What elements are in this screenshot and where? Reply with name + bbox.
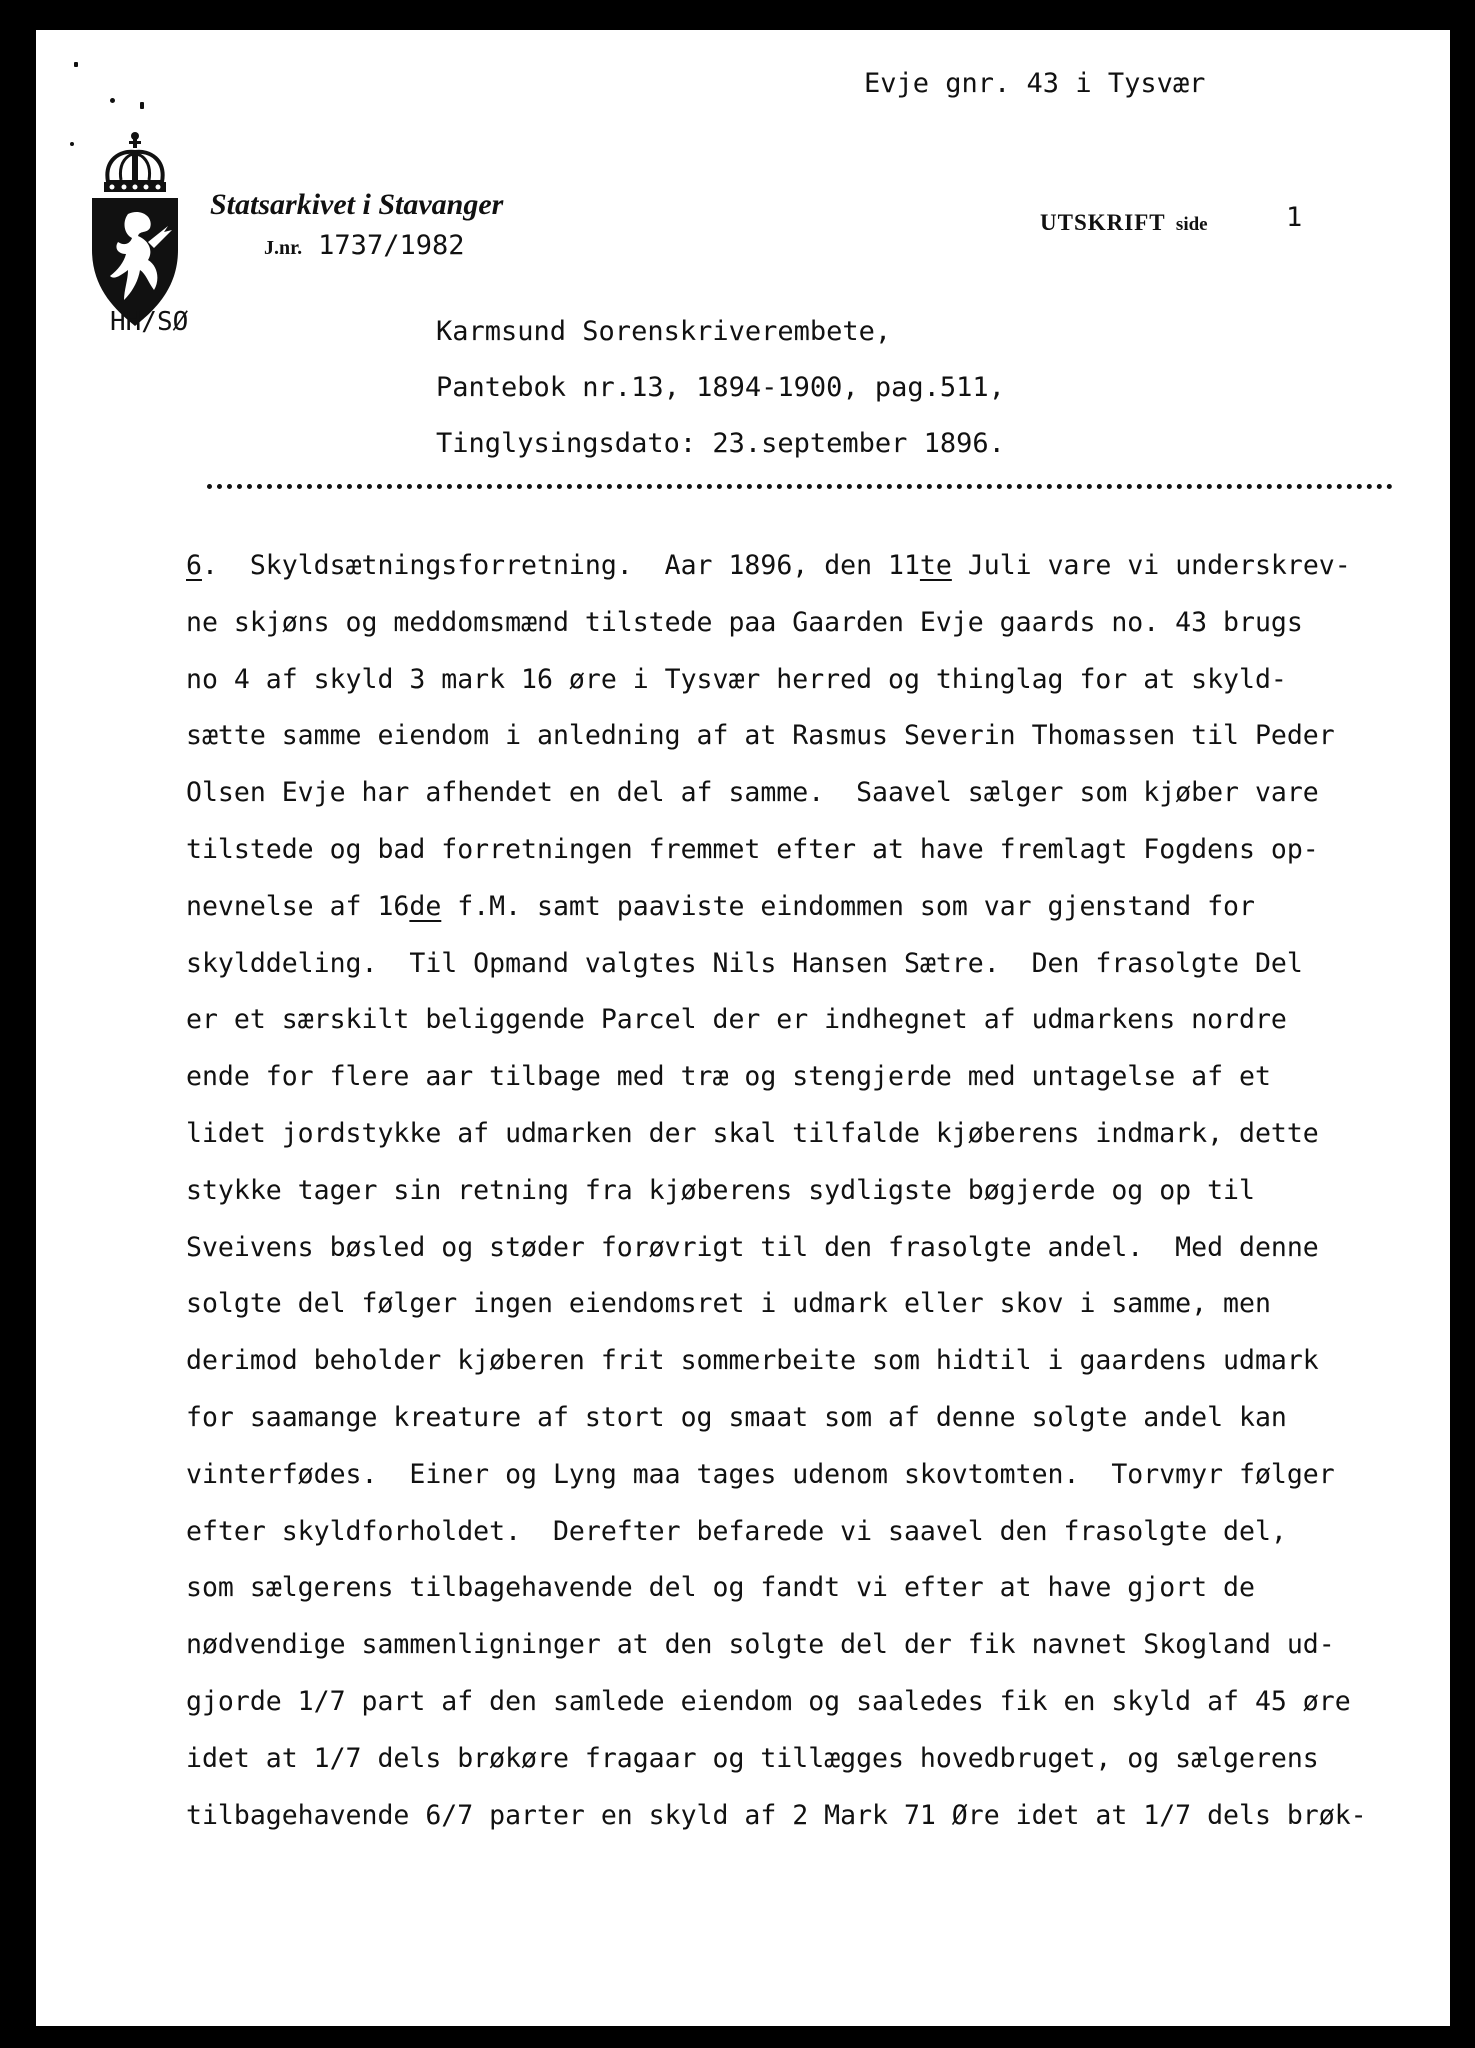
body-line: ende for flere aar tilbage med træ og stengjerde med untagelse af et — [186, 1061, 1271, 1093]
body-line: no 4 af skyld 3 mark 16 øre i Tysvær herred og thinglag for at skyld- — [186, 663, 1287, 695]
journal-number — [264, 230, 464, 261]
scan-speck — [70, 142, 74, 146]
body-line: Olsen Evje har afhendet en del af samme. Saavel sælger som kjøber vare — [186, 777, 1319, 809]
body-line: nødvendige sammenligninger at den solgte del der fik navnet Skogland ud- — [186, 1629, 1335, 1661]
body-line: idet at 1/7 dels brøkøre fragaar og tillægges hovedbruget, og sælgerens — [186, 1742, 1319, 1774]
document-page — [36, 30, 1450, 2026]
body-line: som sælgerens tilbagehavende del og fandt vi efter at have gjort de — [186, 1572, 1255, 1604]
transcript-label — [1040, 210, 1208, 236]
item-number: 6 — [186, 550, 202, 581]
scan-speck — [140, 102, 144, 109]
body-line: gjorde 1/7 part af den samlede eiendom og saaledes fik en skyld af 45 øre — [186, 1685, 1351, 1717]
archive-name: Statsarkivet i Stavanger — [210, 188, 504, 221]
body-line: solgte del følger ingen eiendomsret i udmark eller skov i samme, men — [186, 1288, 1271, 1320]
scan-speck — [110, 98, 115, 103]
coat-of-arms-icon — [88, 130, 182, 330]
property-reference: Evje gnr. 43 i Tysvær — [864, 68, 1206, 99]
page-number: 1 — [1286, 202, 1303, 233]
body-line: for saamange kreature af stort og smaat som af denne solgte andel kan — [186, 1401, 1287, 1433]
source-office: Karmsund Sorenskriverembete, — [436, 316, 892, 347]
body-line: efter skyldforholdet. Derefter befarede vi saavel den frasolgte del, — [186, 1515, 1287, 1547]
body-line: skylddeling. Til Opmand valgtes Nils Hansen Sætre. Den frasolgte Del — [186, 947, 1303, 979]
body-line: ne skjøns og meddomsmænd tilstede paa Gaarden Evje gaards no. 43 brugs — [186, 606, 1303, 638]
body-line: Sveivens bøsled og støder forøvrigt til den frasolgte andel. Med denne — [186, 1231, 1319, 1263]
body-line: vinterfødes. Einer og Lyng maa tages udenom skovtomten. Torvmyr følger — [186, 1458, 1335, 1490]
transcript-title: UTSKRIFT — [1040, 210, 1166, 235]
author-initials: HH/SØ — [110, 307, 189, 337]
body-line: sætte samme eiendom i anledning af at Rasmus Severin Thomassen til Peder — [186, 720, 1335, 752]
body-line: er et særskilt beliggende Parcel der er indhegnet af udmarkens nordre — [186, 1004, 1287, 1036]
body-line: tilbagehavende 6/7 parter en skyld af 2 Mark 71 Øre idet at 1/7 dels brøk- — [186, 1799, 1367, 1831]
journal-number-label: J.nr. — [264, 237, 303, 259]
source-header — [436, 304, 1005, 472]
journal-number-value: 1737/1982 — [318, 230, 465, 261]
side-label: side — [1175, 214, 1208, 235]
document-body — [186, 538, 1367, 1844]
body-line: 6. Skyldsætningsforretning. Aar 1896, den 11te Juli vare vi underskrev- — [186, 550, 1351, 581]
registration-date: Tinglysingsdato: 23.september 1896. — [436, 428, 1005, 459]
body-line: nevnelse af 16de f.M. samt paaviste eindommen som var gjenstand for — [186, 890, 1255, 922]
body-line: lidet jordstykke af udmarken der skal tilfalde kjøberens indmark, dette — [186, 1117, 1319, 1149]
body-line: tilstede og bad forretningen fremmet efter at have fremlagt Fogdens op- — [186, 833, 1319, 865]
dotted-divider — [207, 484, 1393, 489]
scan-speck — [74, 62, 78, 67]
body-line: stykke tager sin retning fra kjøberens sydligste bøgjerde og op til — [186, 1174, 1255, 1206]
body-line: derimod beholder kjøberen frit sommerbeite som hidtil i gaardens udmark — [186, 1345, 1319, 1377]
source-book: Pantebok nr.13, 1894-1900, pag.511, — [436, 372, 1005, 403]
